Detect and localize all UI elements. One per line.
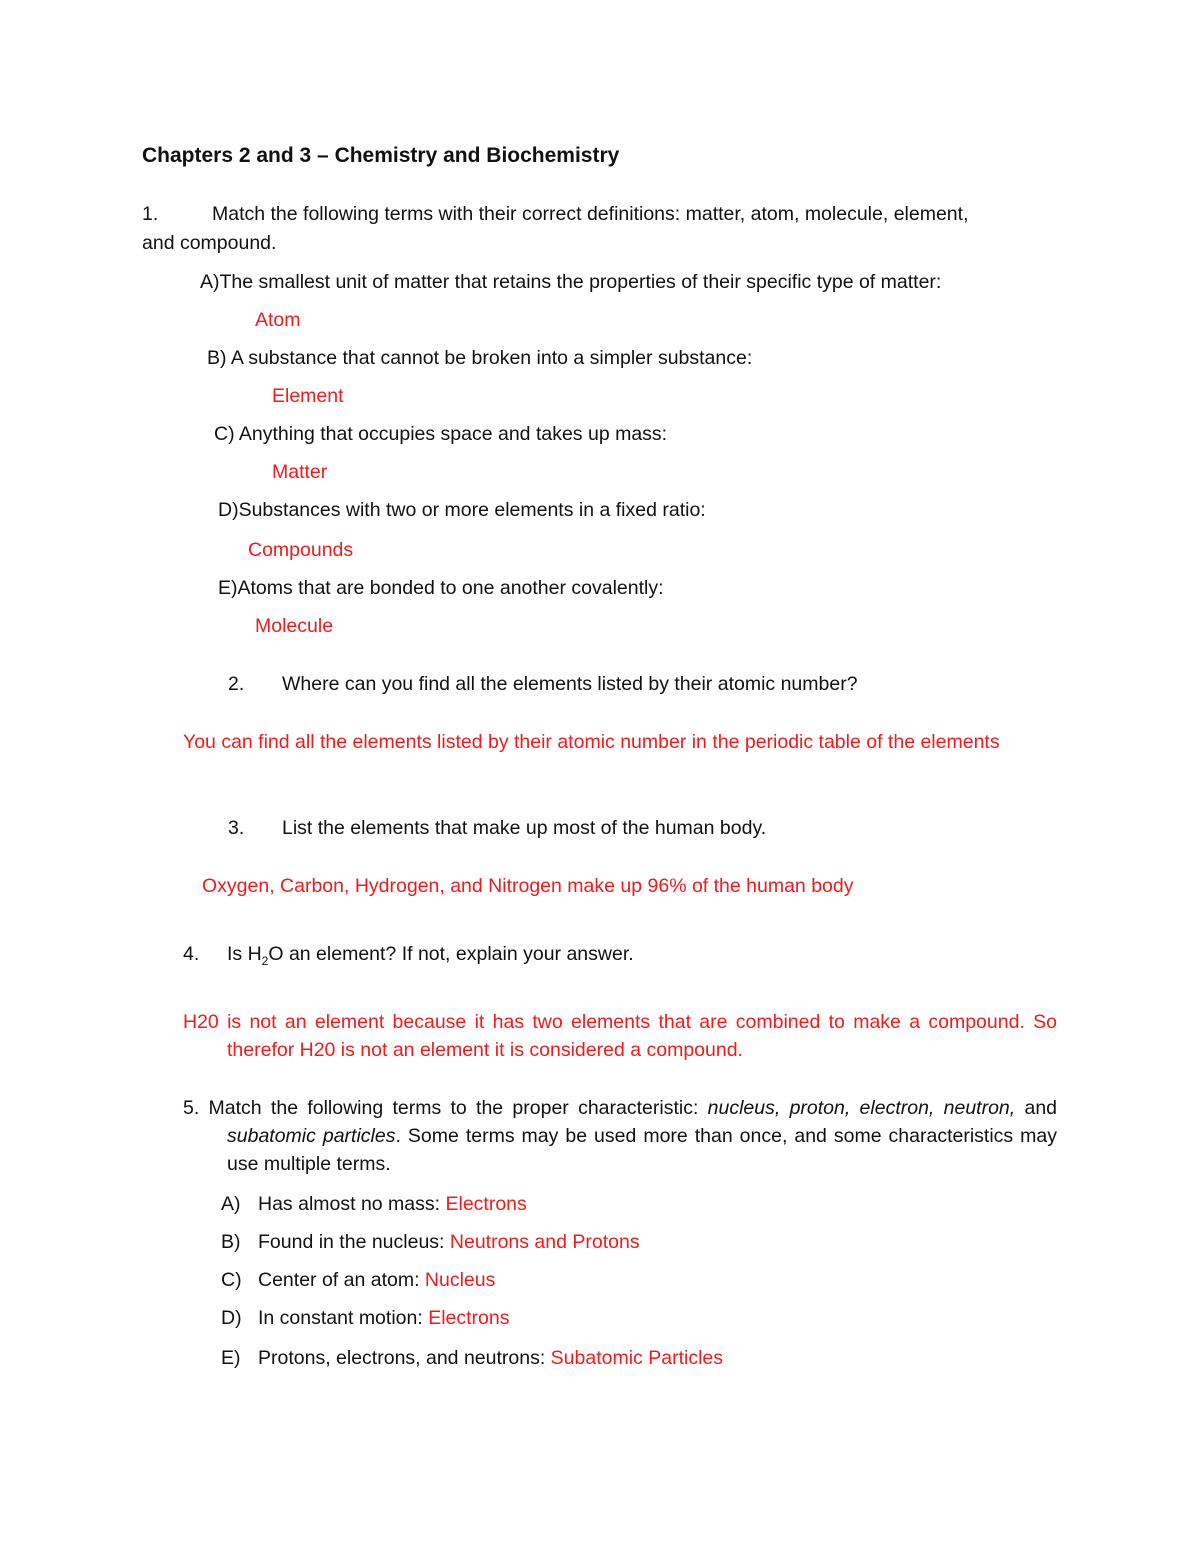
document-title: Chapters 2 and 3 – Chemistry and Biochemistry xyxy=(142,144,620,167)
q5-intro-b: and xyxy=(1015,1097,1058,1119)
q5-item-e-answer: Subatomic Particles xyxy=(550,1347,723,1369)
q3-answer: Oxygen, Carbon, Hydrogen, and Nitrogen make up 96% of the human body xyxy=(202,875,854,897)
q1-text-line2: and compound. xyxy=(142,232,277,254)
q1-number: 1. xyxy=(142,203,159,225)
q5-item-d-answer: Electrons xyxy=(428,1307,510,1329)
q5-number: 5. xyxy=(183,1097,200,1119)
q5-item-a xyxy=(221,1190,527,1218)
q5-item-c-answer: Nucleus xyxy=(424,1269,496,1291)
q4-question-post: O an element? If not, explain your answer. xyxy=(268,943,634,965)
q5-item-c-prompt: Center of an atom: xyxy=(258,1269,425,1291)
q1-item-e-prompt: E)Atoms that are bonded to one another covalently: xyxy=(218,577,664,599)
q3-number: 3. xyxy=(228,817,245,839)
q5-item-a-prompt: Has almost no mass: xyxy=(258,1193,446,1215)
q1-text-line1: Match the following terms with their correct definitions: matter, atom, molecule, element, xyxy=(212,203,969,225)
q5-item-e-prompt: Protons, electrons, and neutrons: xyxy=(258,1347,551,1369)
q5-terms-b: subatomic particles xyxy=(227,1125,396,1147)
q1-item-b-prompt: B) A substance that cannot be broken into a simpler substance: xyxy=(207,347,753,369)
q5-intro-c: . Some terms may be used more than once, and some characteristics may use multiple terms. xyxy=(227,1125,1057,1175)
q1-item-b-answer: Element xyxy=(272,385,344,407)
q4-number: 4. xyxy=(183,943,200,965)
q5-question xyxy=(183,1094,1057,1178)
q1-item-e-answer: Molecule xyxy=(255,615,334,637)
q1-item-a-prompt: A)The smallest unit of matter that retains the properties of their specific type of matter: xyxy=(200,271,942,293)
q5-item-d-letter: D) xyxy=(221,1307,242,1329)
q2-answer: You can find all the elements listed by their atomic number in the periodic table of the elements xyxy=(183,731,1000,753)
q2-question: Where can you find all the elements listed by their atomic number? xyxy=(282,673,858,695)
q4-answer: H20 is not an element because it has two elements that are combined to make a compound. So therefor H20 is not an element it is considered a compound. xyxy=(183,1011,1057,1061)
q2-number: 2. xyxy=(228,673,245,695)
q5-item-c-letter: C) xyxy=(221,1269,242,1291)
q5-terms-a: nucleus, proton, electron, neutron, xyxy=(707,1097,1016,1119)
q5-item-e-letter: E) xyxy=(221,1347,241,1369)
q5-item-c xyxy=(221,1266,495,1294)
q5-item-b-answer: Neutrons and Protons xyxy=(449,1231,640,1253)
q1-item-c-answer: Matter xyxy=(272,461,328,483)
q4-question xyxy=(227,940,634,968)
q5-item-d-prompt: In constant motion: xyxy=(258,1307,429,1329)
q4-question-subscript: 2 xyxy=(261,953,269,968)
q5-intro-a: Match the following terms to the proper characteristic: xyxy=(208,1097,708,1119)
q4-question-pre: Is H xyxy=(227,943,262,965)
q5-item-b xyxy=(221,1228,640,1256)
q5-item-e xyxy=(221,1344,723,1372)
q5-item-a-answer: Electrons xyxy=(445,1193,527,1215)
q1-item-a-answer: Atom xyxy=(255,309,301,331)
q5-item-d xyxy=(221,1304,509,1332)
q3-question: List the elements that make up most of the human body. xyxy=(282,817,767,839)
q5-item-b-prompt: Found in the nucleus: xyxy=(258,1231,450,1253)
q1-item-d-answer: Compounds xyxy=(248,539,354,561)
q5-item-a-letter: A) xyxy=(221,1193,241,1215)
q1-item-c-prompt: C) Anything that occupies space and takes up mass: xyxy=(214,423,668,445)
q5-item-b-letter: B) xyxy=(221,1231,241,1253)
q1-item-d-prompt: D)Substances with two or more elements in a fixed ratio: xyxy=(218,499,706,521)
